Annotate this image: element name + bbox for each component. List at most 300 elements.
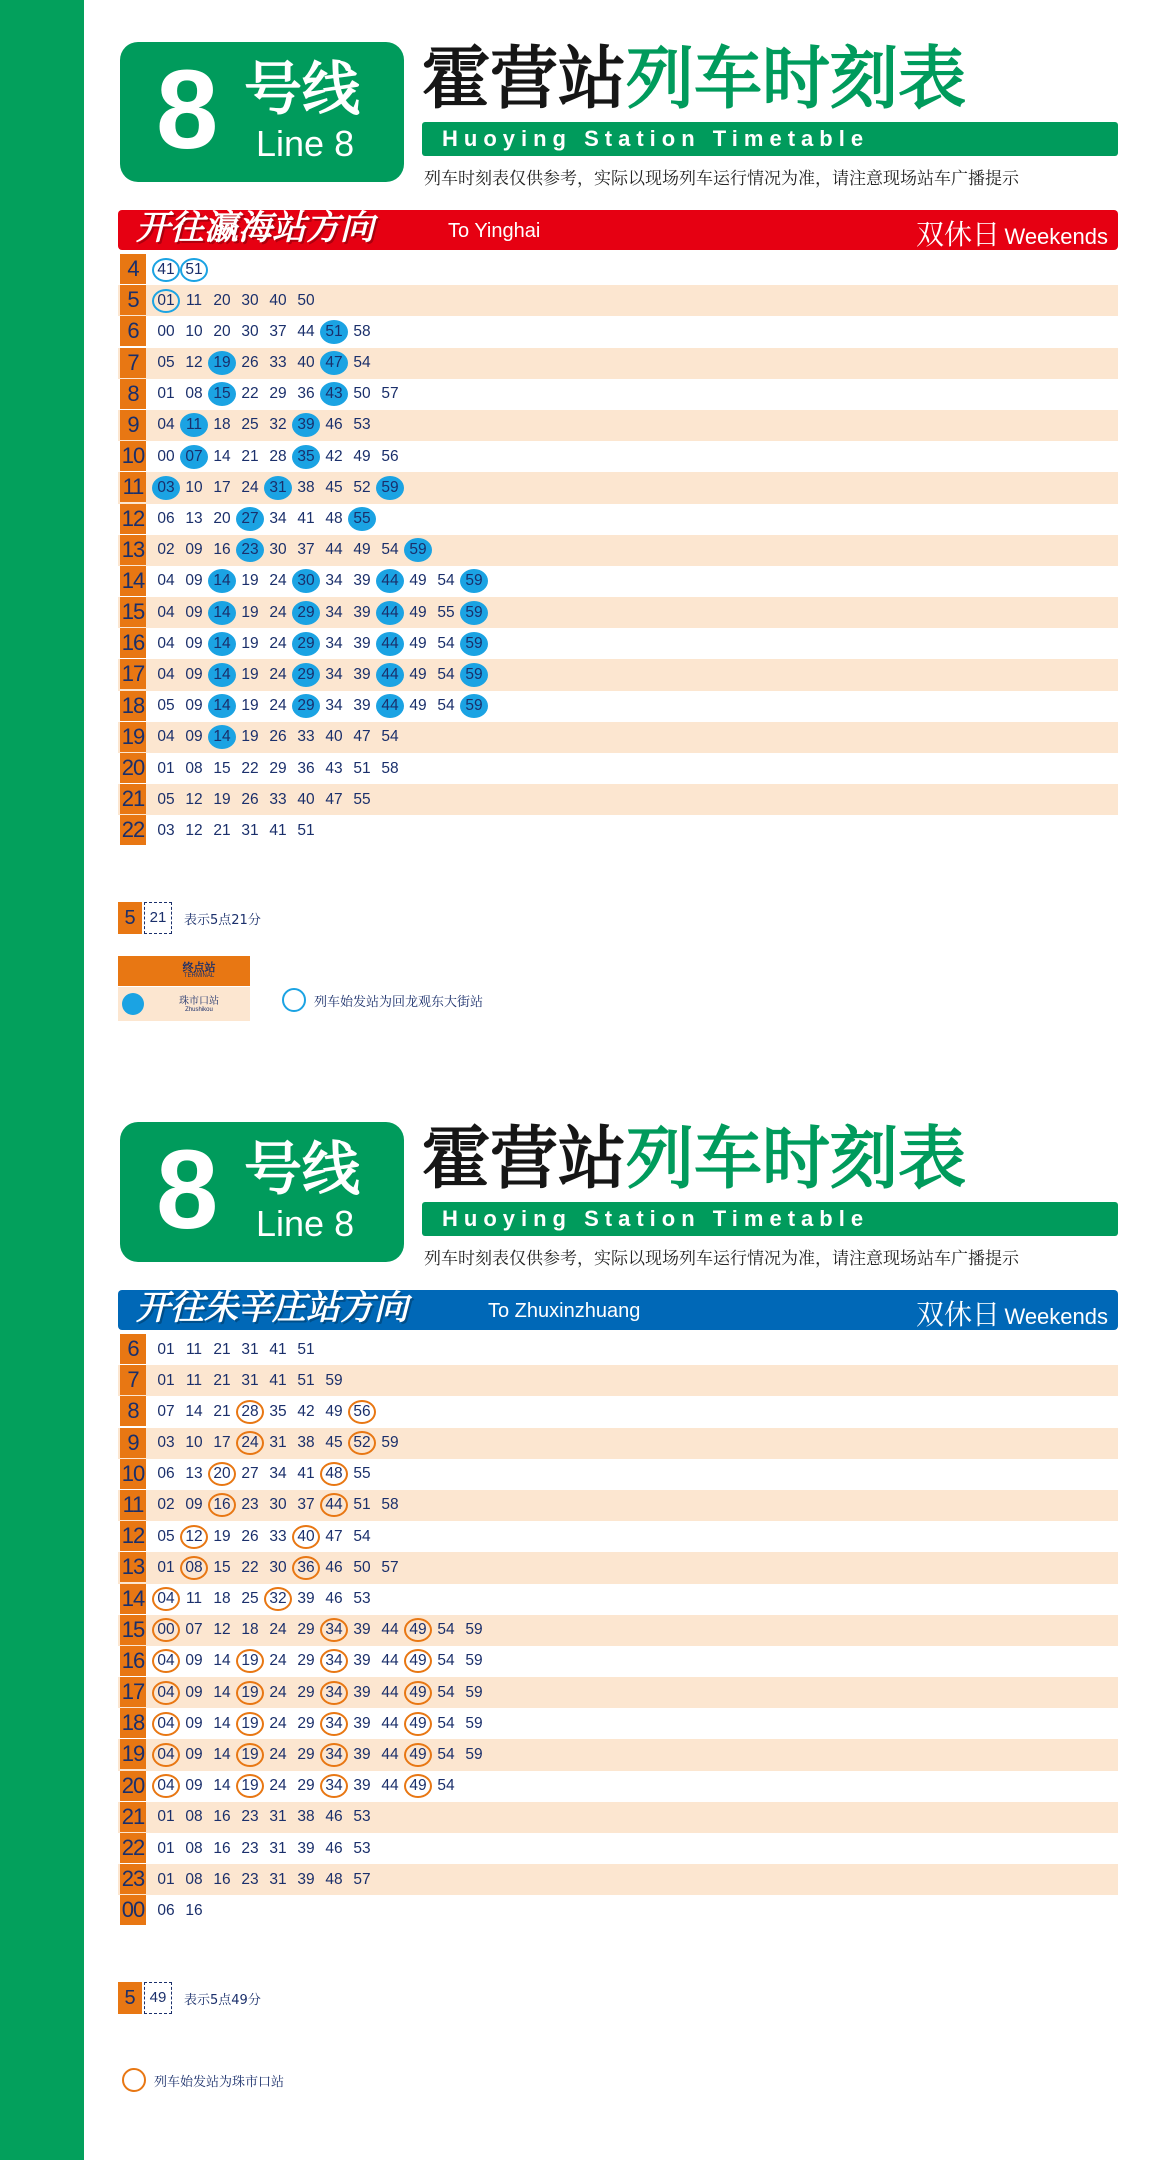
minute-cell: 35 (269, 1402, 287, 1420)
legend-hour: 5 (118, 1982, 142, 2014)
hour-cell: 14 (120, 566, 146, 596)
minute-cell: 34 (269, 510, 287, 527)
minute-cell: 14 (213, 1652, 231, 1670)
minute-cell: 13 (185, 1465, 203, 1483)
minute-cell: 49 (409, 697, 427, 715)
table-row (118, 1708, 1118, 1739)
minute-cell: 29 (292, 694, 320, 718)
minute-cell: 06 (157, 510, 175, 527)
minute-cell: 41 (269, 1371, 287, 1389)
minute-cell: 25 (241, 416, 259, 434)
minute-cell: 23 (241, 1808, 259, 1826)
minute-cell: 07 (157, 1402, 175, 1420)
hour-cell: 13 (120, 1552, 146, 1582)
minute-cell: 45 (325, 478, 343, 496)
minute-cell: 24 (241, 478, 259, 496)
minute-cell: 14 (185, 1402, 203, 1420)
terminal-row (118, 987, 250, 1021)
minute-cell: 44 (376, 632, 404, 656)
table-row (118, 254, 1118, 285)
filled-circle-icon (122, 993, 144, 1015)
table-row (118, 1396, 1118, 1427)
minute-cell: 39 (353, 1777, 371, 1795)
ring-note-text: 列车始发站为回龙观东大街站 (314, 994, 484, 1010)
minute-cell: 33 (297, 728, 315, 746)
hour-cell: 18 (120, 1708, 146, 1738)
minute-cell: 53 (353, 1808, 371, 1826)
minute-cell: 51 (297, 1371, 315, 1389)
minute-cell: 49 (409, 634, 427, 652)
minute-cell: 21 (241, 447, 259, 465)
minute-cell: 43 (320, 382, 348, 406)
minutes-list (152, 722, 404, 753)
minute-cell: 23 (241, 1839, 259, 1857)
minute-cell: 29 (297, 1652, 315, 1670)
notice-text: 列车时刻表仅供参考，实际以现场列车运行情况为准，请注意现场站车广播提示 (424, 1249, 1019, 1269)
minute-cell: 34 (320, 1618, 348, 1642)
title-en-banner: Huoying Station Timetable (422, 1202, 1118, 1236)
minute-cell: 51 (353, 1496, 371, 1514)
minute-cell: 22 (241, 759, 259, 777)
minute-cell: 29 (269, 759, 287, 777)
minute-cell: 09 (185, 728, 203, 746)
minute-cell: 44 (376, 694, 404, 718)
minute-cell: 59 (460, 569, 488, 593)
minute-cell: 40 (297, 790, 315, 808)
minute-cell: 56 (381, 447, 399, 465)
minutes-list (152, 379, 404, 410)
table-row (118, 285, 1118, 316)
minute-cell: 14 (213, 1777, 231, 1795)
minute-cell: 40 (325, 728, 343, 746)
minute-cell: 19 (213, 790, 231, 808)
minute-cell: 30 (292, 569, 320, 593)
minute-cell: 24 (269, 1745, 287, 1763)
ring-note (122, 2068, 284, 2092)
line-badge (120, 42, 404, 182)
minute-cell: 19 (241, 728, 259, 746)
minute-cell: 01 (157, 1558, 175, 1576)
minutes-list (152, 659, 488, 690)
hour-cell: 22 (120, 1833, 146, 1863)
minute-cell: 30 (241, 322, 259, 340)
timetable-title: 列车时刻表 (626, 1120, 967, 1199)
minute-cell: 41 (269, 821, 287, 839)
minute-cell: 14 (208, 632, 236, 656)
minute-cell: 03 (157, 1434, 175, 1452)
minute-cell: 47 (325, 790, 343, 808)
minute-cell: 51 (180, 258, 208, 282)
hour-cell: 7 (120, 1365, 146, 1395)
table-row (118, 753, 1118, 784)
minute-cell: 54 (437, 634, 455, 652)
table-row (118, 691, 1118, 722)
minute-cell: 40 (297, 354, 315, 372)
minutes-list (152, 441, 404, 472)
minute-cell: 49 (404, 1712, 432, 1736)
minute-cell: 57 (353, 1870, 371, 1888)
minutes-list (152, 1490, 404, 1521)
minute-cell: 59 (325, 1371, 343, 1389)
table-row (118, 1428, 1118, 1459)
minute-cell: 04 (152, 1774, 180, 1798)
minute-cell: 28 (269, 447, 287, 465)
minutes-list (152, 1895, 208, 1926)
minute-cell: 01 (157, 385, 175, 403)
minute-cell: 31 (269, 1434, 287, 1452)
legend-text: 表示5点49分 (184, 1992, 261, 2008)
minute-cell: 01 (157, 1870, 175, 1888)
minute-cell: 14 (208, 569, 236, 593)
minute-cell: 49 (409, 603, 427, 621)
hour-cell: 17 (120, 1677, 146, 1707)
minute-cell: 38 (297, 478, 315, 496)
minute-cell: 54 (437, 697, 455, 715)
minutes-list (152, 316, 376, 347)
minute-cell: 49 (404, 1618, 432, 1642)
minute-cell: 00 (157, 447, 175, 465)
minute-cell: 34 (325, 697, 343, 715)
table-row (118, 628, 1118, 659)
minute-cell: 01 (157, 1839, 175, 1857)
minute-cell: 14 (208, 601, 236, 625)
minutes-list (152, 535, 432, 566)
minute-cell: 24 (269, 1683, 287, 1701)
minutes-list (152, 1802, 376, 1833)
minute-cell: 29 (297, 1621, 315, 1639)
minute-cell: 18 (213, 416, 231, 434)
minute-cell: 59 (465, 1652, 483, 1670)
table-row (118, 410, 1118, 441)
minute-cell: 04 (157, 603, 175, 621)
title-en-banner: Huoying Station Timetable (422, 122, 1118, 156)
minute-cell: 48 (325, 1870, 343, 1888)
minute-cell: 15 (213, 1558, 231, 1576)
table-row (118, 566, 1118, 597)
minute-cell: 19 (236, 1681, 264, 1705)
minute-cell: 15 (208, 382, 236, 406)
hour-cell: 20 (120, 753, 146, 783)
table-row (118, 1646, 1118, 1677)
minute-cell: 39 (297, 1870, 315, 1888)
minute-cell: 47 (325, 1527, 343, 1545)
minutes-list (152, 691, 488, 722)
minute-cell: 26 (269, 728, 287, 746)
minute-cell: 10 (185, 478, 203, 496)
table-row (118, 1895, 1118, 1926)
minute-cell: 46 (325, 1808, 343, 1826)
terminal-name-cn: 珠市口站 (179, 996, 219, 1007)
minute-cell: 52 (348, 1431, 376, 1455)
direction-cn: 开往瀛海站方向 (136, 208, 374, 248)
direction-en: To Yinghai (448, 220, 541, 242)
minutes-list (152, 348, 376, 379)
ring-circle-icon (282, 988, 306, 1012)
legend-minute: 21 (144, 902, 172, 934)
minute-cell: 57 (381, 1558, 399, 1576)
minute-cell: 22 (241, 1558, 259, 1576)
table-row (118, 1584, 1118, 1615)
minute-cell: 24 (269, 634, 287, 652)
minute-cell: 14 (213, 1683, 231, 1701)
minute-cell: 21 (213, 1402, 231, 1420)
hour-cell: 7 (120, 348, 146, 378)
minute-cell: 16 (208, 1493, 236, 1517)
minute-cell: 49 (404, 1774, 432, 1798)
minute-cell: 49 (353, 541, 371, 559)
line-label-en: Line 8 (256, 123, 355, 164)
minute-cell: 31 (264, 476, 292, 500)
hour-cell: 8 (120, 379, 146, 409)
minute-cell: 54 (381, 728, 399, 746)
minute-cell: 25 (241, 1590, 259, 1607)
minute-cell: 16 (185, 1901, 203, 1919)
minutes-list (152, 1864, 376, 1895)
minute-cell: 24 (269, 1777, 287, 1795)
minute-cell: 34 (320, 1712, 348, 1736)
minute-cell: 02 (157, 1496, 175, 1514)
minute-cell: 19 (236, 1743, 264, 1767)
day-type (916, 213, 1108, 253)
minutes-list (152, 1584, 376, 1615)
ring-note (282, 988, 483, 1012)
station-name: 霍营站 (422, 40, 627, 119)
minutes-list (152, 504, 376, 535)
minute-cell: 12 (185, 354, 203, 372)
minutes-list (152, 254, 208, 285)
minute-cell: 50 (297, 291, 315, 309)
minute-cell: 16 (213, 541, 231, 559)
table-row (118, 1490, 1118, 1521)
minute-cell: 59 (460, 694, 488, 718)
minute-cell: 59 (465, 1621, 483, 1639)
minute-cell: 19 (241, 603, 259, 621)
minute-cell: 19 (241, 634, 259, 652)
minute-cell: 19 (236, 1649, 264, 1673)
minute-cell: 49 (404, 1649, 432, 1673)
minute-cell: 34 (325, 634, 343, 652)
hour-cell: 15 (120, 1615, 146, 1645)
minute-cell: 59 (376, 476, 404, 500)
minute-cell: 19 (241, 697, 259, 715)
minute-cell: 08 (185, 1870, 203, 1888)
minute-cell: 24 (269, 1714, 287, 1732)
minute-cell: 49 (353, 447, 371, 465)
hour-cell: 15 (120, 597, 146, 627)
minute-cell: 58 (381, 1496, 399, 1514)
minute-cell: 01 (157, 759, 175, 777)
table-row (118, 441, 1118, 472)
minute-cell: 11 (185, 1590, 203, 1607)
minute-cell: 29 (292, 632, 320, 656)
minute-cell: 53 (353, 416, 371, 434)
minute-cell: 39 (353, 665, 371, 683)
table-row (118, 504, 1118, 535)
minutes-list (152, 1521, 376, 1552)
minute-cell: 53 (353, 1590, 371, 1607)
table-row (118, 1833, 1118, 1864)
minute-cell: 59 (465, 1745, 483, 1763)
minute-cell: 16 (213, 1870, 231, 1888)
minute-cell: 04 (152, 1649, 180, 1673)
minutes-list (152, 1396, 376, 1427)
minute-cell: 01 (157, 1808, 175, 1826)
minute-cell: 11 (185, 1340, 203, 1358)
minutes-list (152, 1646, 488, 1677)
day-type-cn: 双休日 (915, 218, 1000, 251)
terminal-name-en: Zhushikou (185, 1007, 213, 1013)
minute-cell: 09 (185, 1496, 203, 1514)
line-number: 8 (156, 47, 219, 172)
minute-cell: 29 (292, 663, 320, 687)
hour-cell: 10 (120, 441, 146, 471)
minute-cell: 44 (381, 1714, 399, 1732)
minute-cell: 44 (381, 1777, 399, 1795)
hour-cell: 13 (120, 535, 146, 565)
minute-cell: 59 (460, 663, 488, 687)
minute-cell: 08 (185, 385, 203, 403)
minute-cell: 04 (152, 1587, 180, 1611)
table-row (118, 597, 1118, 628)
minute-cell: 01 (152, 289, 180, 313)
minutes-list (152, 1615, 488, 1646)
minute-cell: 53 (353, 1839, 371, 1857)
minute-cell: 21 (213, 1371, 231, 1389)
minute-cell: 10 (185, 322, 203, 340)
minute-cell: 14 (213, 1714, 231, 1732)
minute-cell: 42 (297, 1402, 315, 1420)
minute-cell: 55 (348, 507, 376, 531)
minute-cell: 37 (297, 541, 315, 559)
minute-cell: 04 (157, 416, 175, 434)
table-row (118, 379, 1118, 410)
minute-cell: 44 (381, 1621, 399, 1639)
table-row (118, 1552, 1118, 1583)
minute-cell: 44 (297, 322, 315, 340)
minute-cell: 27 (241, 1465, 259, 1483)
minute-cell: 55 (353, 790, 371, 808)
minute-cell: 14 (208, 725, 236, 749)
minute-cell: 40 (292, 1525, 320, 1549)
minutes-list (152, 1771, 460, 1802)
minute-cell: 12 (180, 1525, 208, 1549)
minutes-list (152, 1708, 488, 1739)
minutes-list (152, 628, 488, 659)
minutes-list (152, 1459, 376, 1490)
minute-cell: 09 (185, 1683, 203, 1701)
minute-cell: 44 (325, 541, 343, 559)
minute-cell: 42 (325, 447, 343, 465)
minute-cell: 36 (297, 385, 315, 403)
timetable-title: 列车时刻表 (626, 40, 967, 119)
minute-cell: 30 (269, 1558, 287, 1576)
minute-cell: 31 (269, 1808, 287, 1826)
minutes-list (152, 1677, 488, 1708)
minute-cell: 20 (208, 1462, 236, 1486)
minute-cell: 26 (241, 1527, 259, 1545)
minute-cell: 24 (269, 572, 287, 590)
minute-cell: 54 (437, 1777, 455, 1795)
minute-cell: 01 (157, 1340, 175, 1358)
minute-cell: 39 (297, 1839, 315, 1857)
minutes-list (152, 1334, 320, 1365)
minute-cell: 04 (157, 728, 175, 746)
minute-cell: 09 (185, 603, 203, 621)
minute-cell: 51 (353, 759, 371, 777)
minute-cell: 30 (269, 541, 287, 559)
minute-cell: 03 (152, 476, 180, 500)
minute-cell: 54 (353, 354, 371, 372)
minute-cell: 32 (264, 1587, 292, 1611)
minute-cell: 49 (409, 572, 427, 590)
hour-cell: 18 (120, 691, 146, 721)
table-row (118, 1615, 1118, 1646)
minutes-list (152, 1365, 348, 1396)
minute-cell: 34 (320, 1681, 348, 1705)
direction-bar (118, 1290, 1118, 1330)
table-row (118, 1739, 1118, 1770)
minute-cell: 36 (292, 1556, 320, 1580)
minute-cell: 54 (353, 1527, 371, 1545)
hour-cell: 21 (120, 1802, 146, 1832)
minute-cell: 32 (269, 416, 287, 434)
minute-cell: 27 (236, 507, 264, 531)
minute-cell: 48 (320, 1462, 348, 1486)
minute-cell: 51 (297, 821, 315, 839)
minute-cell: 19 (213, 1527, 231, 1545)
minute-cell: 29 (269, 385, 287, 403)
minute-cell: 39 (353, 1745, 371, 1763)
minute-cell: 14 (213, 447, 231, 465)
ring-note-text: 列车始发站为珠市口站 (154, 2074, 285, 2090)
minute-cell: 31 (269, 1870, 287, 1888)
minute-cell: 59 (465, 1714, 483, 1732)
minutes-list (152, 1739, 488, 1770)
minute-cell: 22 (241, 385, 259, 403)
minute-cell: 14 (208, 694, 236, 718)
minute-cell: 47 (353, 728, 371, 746)
minute-cell: 04 (152, 1712, 180, 1736)
minute-cell: 26 (241, 354, 259, 372)
minute-cell: 41 (297, 1465, 315, 1483)
line-label-cn: 号线 (244, 55, 361, 123)
minute-cell: 50 (353, 1558, 371, 1576)
minute-cell: 09 (185, 541, 203, 559)
minute-cell: 17 (213, 478, 231, 496)
day-type-cn: 双休日 (915, 1298, 1000, 1331)
table-row (118, 815, 1118, 846)
table-row (118, 1365, 1118, 1396)
minute-cell: 41 (297, 510, 315, 527)
minute-cell: 09 (185, 1714, 203, 1732)
minute-cell: 09 (185, 1652, 203, 1670)
minute-cell: 14 (213, 1745, 231, 1763)
minute-cell: 59 (460, 632, 488, 656)
terminal-header-en: TERMINAL (183, 973, 215, 979)
minute-cell: 33 (269, 354, 287, 372)
minute-cell: 44 (381, 1745, 399, 1763)
line-label-cn: 号线 (244, 1135, 361, 1203)
minute-cell: 03 (157, 821, 175, 839)
minute-cell: 54 (437, 1621, 455, 1639)
minute-cell: 21 (213, 1340, 231, 1358)
minute-cell: 39 (292, 413, 320, 437)
minute-cell: 31 (241, 1340, 259, 1358)
minute-cell: 49 (404, 1681, 432, 1705)
minute-cell: 18 (241, 1621, 259, 1639)
minute-cell: 34 (320, 1649, 348, 1673)
minute-cell: 00 (152, 1618, 180, 1642)
